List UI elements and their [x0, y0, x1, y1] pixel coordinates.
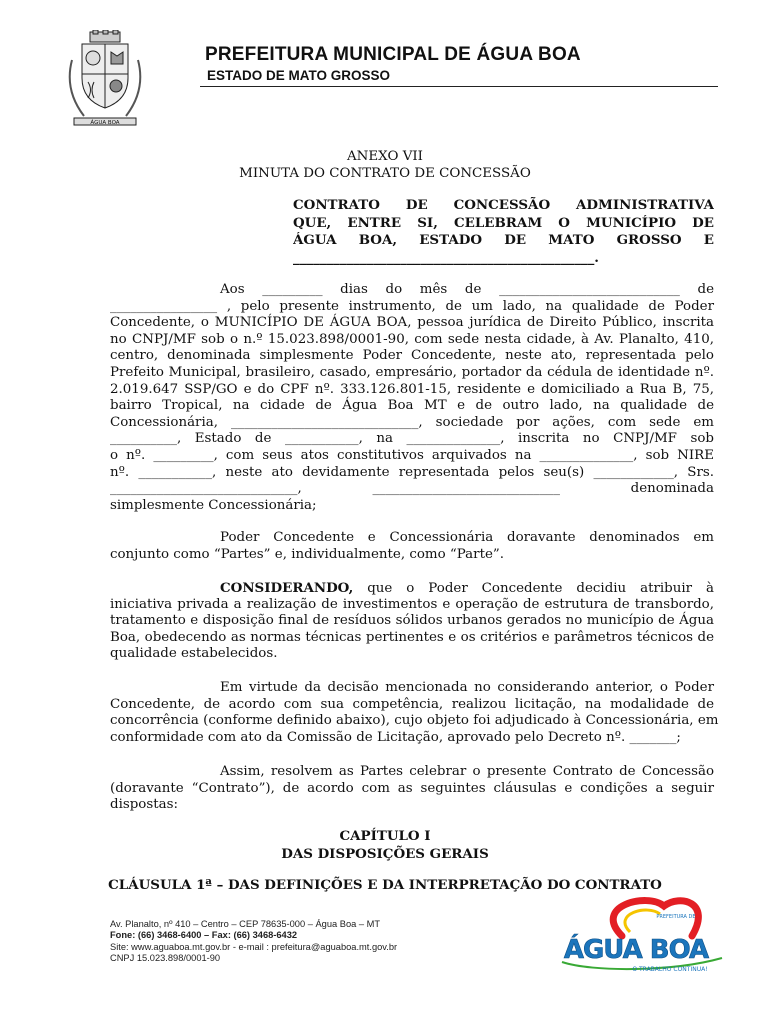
text-line: Assim, resolvem as Partes celebrar o presente Contrato de Concessão [220, 764, 714, 779]
chapter-title: CAPÍTULO I [339, 828, 431, 844]
contract-heading-line: ÁGUA BOA, ESTADO DE MATO GROSSO E [293, 232, 714, 248]
text-line: Aos _________ dias do mês de ___________________________ de [220, 282, 714, 297]
considerando-lead: CONSIDERANDO, [220, 580, 354, 596]
text-line: Boa, obedecendo as normas técnicas pertinentes e os critérios e parâmetros técnicos de [110, 629, 714, 645]
footer-site: Site: www.aguaboa.mt.gov.br - e-mail : prefeitura@aguaboa.mt.gov.br [110, 941, 398, 952]
footer-cnpj: CNPJ 15.023.898/0001-90 [110, 953, 221, 964]
text-line: ________________ , pelo presente instrumento, de um lado, na qualidade de Poder [110, 298, 714, 314]
text-line: tratamento e disposição final de resíduos sólidos urbanos gerados no município de Água [110, 613, 714, 629]
text-line: Em virtude da decisão mencionada no considerando anterior, o Poder [220, 680, 714, 695]
text-line: concorrência (conforme definido abaixo), cujo objeto foi adjudicado à Concessionária, em [110, 713, 719, 729]
text-line: Poder Concedente e Concessionária doravante denominados em [220, 530, 714, 545]
contract-heading-line: CONTRATO DE CONCESSÃO ADMINISTRATIVA [293, 197, 714, 213]
logo-slogan: O TRABALHO CONTINUA! [632, 966, 708, 973]
text-line: iniciativa privada a realização de investimentos e operação de estrutura de transbordo, [110, 596, 714, 612]
municipal-crest-icon [66, 30, 144, 130]
text-line: bairro Tropical, na cidade de Água Boa MT e de outro lado, na qualidade de [110, 398, 714, 414]
contract-heading [293, 197, 714, 267]
header-subtitle: ESTADO DE MATO GROSSO [207, 68, 391, 83]
text-line: no CNPJ/MF sob o n.º 15.023.898/0001-90, com sede nesta cidade, à Av. Planalto, 410, [110, 331, 714, 347]
text-line: (doravante “Contrato”), de acordo com as seguintes cláusulas e condições a seguir [110, 780, 714, 796]
paragraph-licitacao [110, 680, 719, 746]
text-line: Concedente, de acordo com sua competência, realizou licitação, na modalidade de [110, 696, 714, 712]
header-divider [200, 86, 718, 87]
footer-phone: Fone: (66) 3468-6400 – Fax: (66) 3468-6432 [110, 930, 298, 941]
agua-boa-logo [552, 896, 724, 984]
paragraph-parties [110, 282, 714, 514]
text-line: simplesmente Concessionária; [110, 497, 317, 513]
paragraph-partes [110, 530, 714, 563]
header-title: PREFEITURA MUNICIPAL DE ÁGUA BOA [205, 44, 581, 65]
text-line: nº. ___________, neste ato devidamente representada pelos seu(s) ____________, Srs. [110, 464, 714, 480]
svg-text:ÁGUA BOA: ÁGUA BOA [90, 120, 120, 126]
text-line: Concessionária, ____________________________, sociedade por ações, com sede em [110, 414, 714, 430]
footer-address: Av. Planalto, nº 410 – Centro – CEP 78635-000 – Água Boa – MT [110, 919, 381, 929]
text-line: dispostas: [110, 797, 178, 813]
text-line: Prefeito Municipal, brasileiro, casado, empresário, portador da cédula de identidade nº. [110, 364, 714, 380]
text-line: __________, Estado de ___________, na ______________, inscrita no CNPJ/MF sob [110, 431, 714, 447]
text-fragment: que o Poder Concedente decidiu atribuir à [353, 581, 714, 596]
text-line: 2.019.647 SSP/GO e do CPF nº. 333.126.801-15, residente e domiciliado a Rua B, 75, [110, 381, 714, 397]
paragraph-assim [110, 764, 714, 814]
text-line: conjunto como “Partes” e, individualmente, como “Parte”. [110, 546, 504, 562]
logo-name: ÁGUA BOA [563, 935, 709, 965]
clause-title: CLÁUSULA 1ª – DAS DEFINIÇÕES E DA INTERPRETAÇÃO DO CONTRATO [108, 877, 662, 893]
logo-top-text: PREFEITURA DE [656, 914, 696, 920]
annex-title: MINUTA DO CONTRATO DE CONCESSÃO [239, 166, 531, 181]
text-line: ____________________________, ____________________________ denominada [110, 481, 714, 497]
contract-heading-line: _____________________________________________. [293, 249, 599, 266]
text-line [110, 580, 714, 597]
chapter-subtitle: DAS DISPOSIÇÕES GERAIS [281, 846, 489, 862]
footer-contact [110, 919, 397, 965]
text-line: o nº. _________, com seus atos constitutivos arquivados na ______________, sob NIRE [110, 447, 714, 463]
text-line: conformidade com ato da Comissão de Licitação, aprovado pelo Decreto nº. _______; [110, 729, 681, 745]
text-line: qualidade estabelecidos. [110, 646, 278, 662]
text-line: centro, denominada simplesmente Poder Concedente, neste ato, representada pelo [110, 348, 714, 364]
annex-number: ANEXO VII [347, 149, 423, 164]
text-line: Concedente, o MUNICÍPIO DE ÁGUA BOA, pessoa jurídica de Direito Público, inscrita [110, 315, 714, 331]
contract-heading-line: QUE, ENTRE SI, CELEBRAM O MUNICÍPIO DE [293, 214, 714, 231]
paragraph-considerando [110, 580, 714, 663]
